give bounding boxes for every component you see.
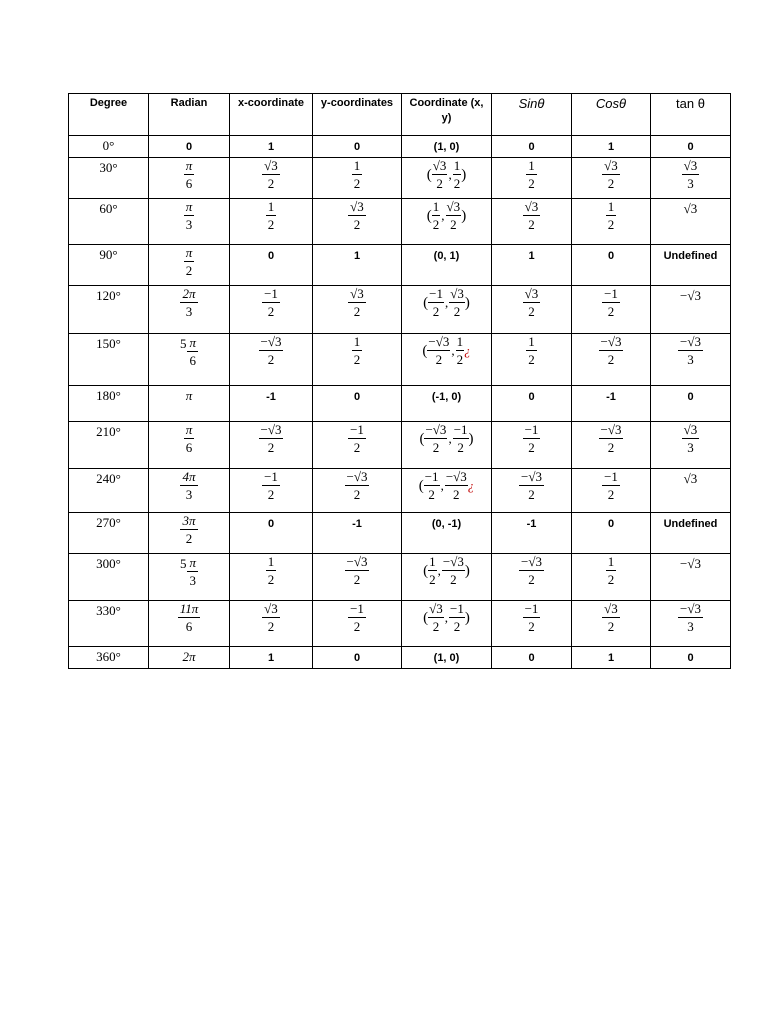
table-row (69, 199, 731, 245)
cell-radian (149, 601, 230, 647)
cell-cos (572, 469, 651, 513)
header-coordinate: Coordinate (x, y) (402, 94, 492, 136)
cell-tan: √3 (651, 199, 731, 245)
math-cos: $\frac{√3}{2}$ (604, 601, 618, 634)
math-radian: $\frac{2\pi}{3}$ (182, 286, 196, 319)
math-tan: $\frac{√3}{3}$ (683, 158, 698, 191)
table-row (69, 601, 731, 647)
math-coord: ( $\frac{√3}{2}$ , $\frac{1}{2}$ ) (426, 158, 467, 191)
cell-cos (572, 554, 651, 601)
math-radian: $\frac{\pi}{6}$ (185, 158, 193, 191)
math-cos: $\frac{-√3}{2}$ (600, 422, 622, 455)
math-y: $\frac{1}{2}$ (353, 158, 361, 191)
math-cos: $\frac{-√3}{2}$ (600, 334, 622, 367)
cell-x: 0 (230, 245, 313, 286)
cell-cos: 0 (572, 245, 651, 286)
math-sin: $\frac{1}{2}$ (528, 334, 535, 367)
cell-y: 0 (313, 136, 402, 158)
cell-sin (492, 286, 572, 334)
cell-x (230, 601, 313, 647)
cell-radian (149, 286, 230, 334)
math-sin: $\frac{√3}{2}$ (524, 199, 539, 232)
header-y-coordinates: y-coordinates (313, 94, 402, 136)
cell-y (313, 422, 402, 469)
cell-coord: (1, 0) (402, 647, 492, 669)
cell-y (313, 199, 402, 245)
table-row (69, 245, 731, 286)
math-sin: $\frac{-√3}{2}$ (521, 469, 542, 502)
cell-y (313, 601, 402, 647)
cell-degree: 60° (69, 199, 149, 245)
cell-degree: 300° (69, 554, 149, 601)
table-row (69, 647, 731, 669)
unit-circle-table (68, 93, 731, 669)
cell-x: 1 (230, 647, 313, 669)
cell-cos (572, 286, 651, 334)
cell-x: 1 (230, 136, 313, 158)
cell-degree: 120° (69, 286, 149, 334)
cell-tan: √3 (651, 469, 731, 513)
math-cos: $\frac{√3}{2}$ (604, 158, 618, 191)
cell-x (230, 286, 313, 334)
math-tan: $\frac{√3}{3}$ (683, 422, 698, 455)
cell-radian (149, 469, 230, 513)
header-degree: Degree (69, 94, 149, 136)
cell-degree: 150° (69, 334, 149, 386)
cell-tan: −√3 (651, 286, 731, 334)
cell-degree: 180° (69, 386, 149, 422)
math-cos: $\frac{1}{2}$ (607, 199, 615, 232)
cell-sin (492, 554, 572, 601)
table-row (69, 422, 731, 469)
cell-tan: 0 (651, 136, 731, 158)
math-sin: $\frac{1}{2}$ (528, 158, 535, 191)
cell-y (313, 469, 402, 513)
cell-x (230, 334, 313, 386)
cell-x (230, 199, 313, 245)
math-x: $\frac{-1}{2}$ (264, 286, 278, 319)
math-sin: $\frac{-1}{2}$ (524, 422, 539, 455)
cell-sin: 1 (492, 245, 572, 286)
math-coord: ( $\frac{-√3}{2}$ , $\frac{-1}{2}$ ) (419, 422, 474, 455)
cell-radian: 0 (149, 136, 230, 158)
cell-sin (492, 199, 572, 245)
math-radian: $\frac{11\pi}{6}$ (179, 601, 199, 634)
math-coord: ( $\frac{√3}{2}$ , $\frac{-1}{2}$ ) (423, 601, 470, 634)
cell-cos (572, 158, 651, 199)
table-body (69, 136, 731, 669)
cell-degree: 90° (69, 245, 149, 286)
math-sin: $\frac{√3}{2}$ (524, 286, 539, 319)
math-tan: $\frac{-√3}{3}$ (680, 334, 701, 367)
cell-tan: 0 (651, 386, 731, 422)
cell-degree: 360° (69, 647, 149, 669)
table-row (69, 554, 731, 601)
cell-cos: 0 (572, 513, 651, 554)
cell-coord: (-1, 0) (402, 386, 492, 422)
cell-coord (402, 334, 492, 386)
cell-radian (149, 422, 230, 469)
cell-cos: -1 (572, 386, 651, 422)
cell-y: 1 (313, 245, 402, 286)
math-coord: ( $\frac{1}{2}$ , $\frac{-√3}{2}$ ) (423, 554, 470, 587)
math-x: $\frac{-√3}{2}$ (260, 422, 282, 455)
cell-sin: -1 (492, 513, 572, 554)
math-radian: $\frac{\pi}{3}$ (185, 199, 193, 232)
cell-cos (572, 422, 651, 469)
math-cos: $\frac{-1}{2}$ (604, 469, 618, 502)
cell-cos: 1 (572, 136, 651, 158)
math-x: $\frac{√3}{2}$ (264, 601, 278, 634)
math-y: $\frac{1}{2}$ (353, 334, 361, 367)
cell-radian (149, 245, 230, 286)
math-y: $\frac{√3}{2}$ (350, 286, 364, 319)
table-row (69, 286, 731, 334)
header-radian: Radian (149, 94, 230, 136)
cell-radian: 2π (149, 647, 230, 669)
math-coord: ( $\frac{1}{2}$ , $\frac{√3}{2}$ ) (426, 199, 467, 232)
cell-radian: π (149, 386, 230, 422)
math-x: $\frac{-1}{2}$ (264, 469, 278, 502)
cell-x (230, 422, 313, 469)
cell-sin (492, 422, 572, 469)
cell-coord (402, 469, 492, 513)
math-coord: ( $\frac{-√3}{2}$ , $\frac{1}{2}$ ¿ (422, 334, 471, 367)
cell-y: -1 (313, 513, 402, 554)
math-radian: $\frac{\pi}{2}$ (185, 245, 193, 278)
cell-tan (651, 422, 731, 469)
cell-tan: 0 (651, 647, 731, 669)
math-x: $\frac{1}{2}$ (267, 199, 275, 232)
cell-coord (402, 554, 492, 601)
cell-coord: (1, 0) (402, 136, 492, 158)
cell-cos (572, 199, 651, 245)
cell-y: 0 (313, 647, 402, 669)
header-cos: Cosθ (572, 94, 651, 136)
header-sin: Sinθ (492, 94, 572, 136)
cell-x: 0 (230, 513, 313, 554)
math-coord: ( $\frac{-1}{2}$ , $\frac{-√3}{2}$ ¿ (418, 469, 475, 502)
cell-coord (402, 286, 492, 334)
math-x: $\frac{√3}{2}$ (264, 158, 278, 191)
cell-coord (402, 158, 492, 199)
cell-sin (492, 158, 572, 199)
cell-tan: Undefined (651, 513, 731, 554)
cell-sin: 0 (492, 386, 572, 422)
cell-coord (402, 422, 492, 469)
cell-radian (149, 158, 230, 199)
cell-y (313, 286, 402, 334)
cell-coord: (0, -1) (402, 513, 492, 554)
cell-radian (149, 199, 230, 245)
header-x-coordinate: x-coordinate (230, 94, 313, 136)
math-radian: 5 $\frac{\pi}{6}$ (179, 335, 196, 368)
math-coord: ( $\frac{-1}{2}$ , $\frac{√3}{2}$ ) (423, 286, 470, 319)
table-row (69, 469, 731, 513)
cell-x (230, 554, 313, 601)
cell-coord (402, 199, 492, 245)
cell-cos (572, 334, 651, 386)
math-radian: 5 $\frac{\pi}{3}$ (179, 555, 196, 588)
cell-degree: 210° (69, 422, 149, 469)
table-row (69, 513, 731, 554)
cell-x: -1 (230, 386, 313, 422)
math-x: $\frac{-√3}{2}$ (260, 334, 282, 367)
cell-degree: 270° (69, 513, 149, 554)
math-y: $\frac{-1}{2}$ (350, 422, 364, 455)
table-row (69, 386, 731, 422)
cell-sin: 0 (492, 647, 572, 669)
cell-tan (651, 158, 731, 199)
cell-y (313, 334, 402, 386)
cell-tan: −√3 (651, 554, 731, 601)
math-sin: $\frac{-1}{2}$ (524, 601, 539, 634)
math-radian: $\frac{3\pi}{2}$ (182, 513, 196, 546)
cell-radian (149, 334, 230, 386)
cell-tan (651, 334, 731, 386)
math-y: $\frac{-√3}{2}$ (346, 554, 368, 587)
cell-y: 0 (313, 386, 402, 422)
cell-degree: 30° (69, 158, 149, 199)
cell-sin: 0 (492, 136, 572, 158)
cell-degree: 240° (69, 469, 149, 513)
math-tan: $\frac{-√3}{3}$ (680, 601, 701, 634)
cell-tan (651, 601, 731, 647)
cell-cos: 1 (572, 647, 651, 669)
table-row (69, 136, 731, 158)
table-row (69, 334, 731, 386)
table-row (69, 158, 731, 199)
cell-x (230, 469, 313, 513)
header-row (69, 94, 731, 136)
math-y: $\frac{-√3}{2}$ (346, 469, 368, 502)
header-tan: tan θ (651, 94, 731, 136)
cell-coord: (0, 1) (402, 245, 492, 286)
cell-y (313, 554, 402, 601)
math-y: $\frac{-1}{2}$ (350, 601, 364, 634)
cell-tan: Undefined (651, 245, 731, 286)
math-y: $\frac{√3}{2}$ (350, 199, 364, 232)
cell-degree: 0° (69, 136, 149, 158)
cell-y (313, 158, 402, 199)
math-sin: $\frac{-√3}{2}$ (521, 554, 542, 587)
math-x: $\frac{1}{2}$ (267, 554, 275, 587)
math-cos: $\frac{1}{2}$ (607, 554, 615, 587)
cell-radian (149, 554, 230, 601)
math-radian: $\frac{4\pi}{3}$ (182, 469, 196, 502)
math-cos: $\frac{-1}{2}$ (604, 286, 618, 319)
cell-cos (572, 601, 651, 647)
cell-coord (402, 601, 492, 647)
cell-degree: 330° (69, 601, 149, 647)
cell-sin (492, 469, 572, 513)
math-radian: $\frac{\pi}{6}$ (185, 422, 193, 455)
cell-radian (149, 513, 230, 554)
cell-x (230, 158, 313, 199)
cell-sin (492, 334, 572, 386)
cell-sin (492, 601, 572, 647)
